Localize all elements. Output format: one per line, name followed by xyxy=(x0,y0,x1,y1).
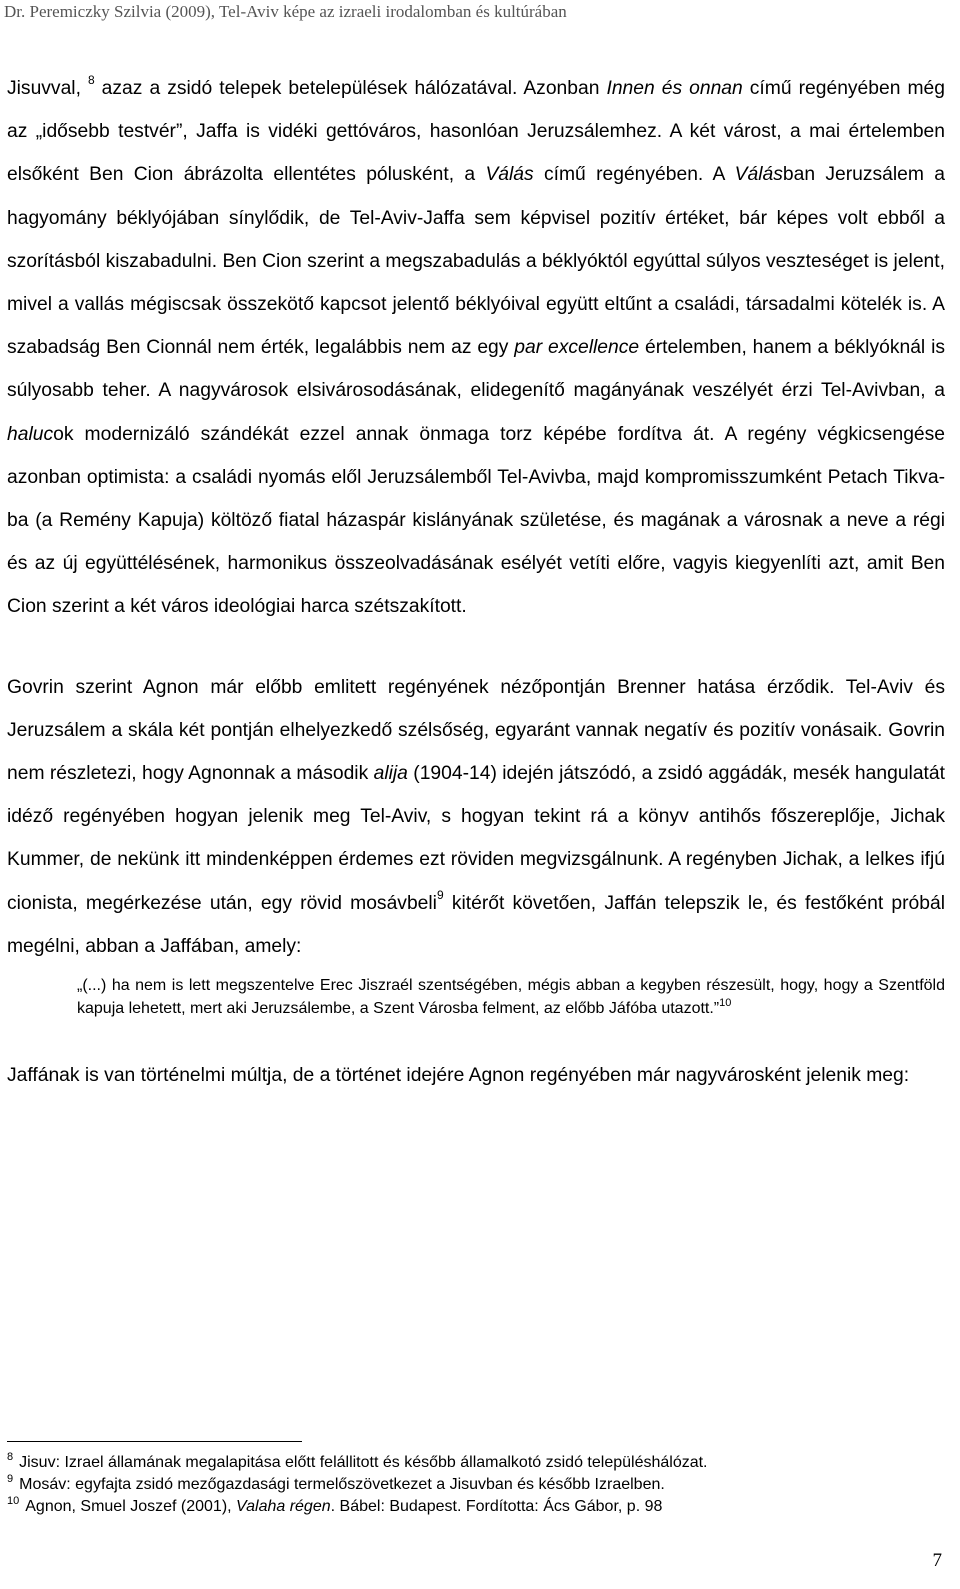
block-quote xyxy=(77,974,945,1020)
paragraph xyxy=(7,666,945,968)
page-number: 7 xyxy=(932,1550,942,1571)
footnotes xyxy=(7,1452,945,1518)
text-run: értelemben, hanem a béklyóknál is súlyosabb teher. A nagyvárosok elsivárosodásának, elidegenítő magányának veszélyét érzi Tel-Avivban, a xyxy=(7,337,945,402)
text-run: Jisuv: Izrael államának megalapitása előtt felállitott és később államalkotó zsidó településhálózat. xyxy=(19,1454,708,1471)
footnote-ref: 10 xyxy=(719,997,732,1010)
footnote-number: 8 xyxy=(7,1451,14,1463)
footnote xyxy=(7,1474,945,1496)
footnote-number: 9 xyxy=(7,1473,14,1485)
footnote-separator xyxy=(7,1441,302,1442)
text-run: című regényében. A xyxy=(533,164,735,186)
text-run: azaz a zsidó telepek betelepülések hálózatával. Azonban xyxy=(94,78,607,99)
text-run: (1904-14) idején játszódó, a zsidó aggádák, mesék hangulatát idéző regényében hogyan jelenik meg Tel-Aviv, s hogyan tekint rá a könyv antihős főszereplője, Jichak Kummer, de nekünk itt mindenképpen érdemes ezt röviden megvizsgálnunk. A regényben Jichak, a lelkes ifjú cionista, megérkezése után, egy rövid mosávbeli xyxy=(7,763,945,914)
emphasis-text: haluc xyxy=(7,423,54,445)
text-run: Jisuvval, xyxy=(7,78,88,99)
main-text xyxy=(7,67,945,1097)
text-run: Govrin szerint Agnon már előbb emlitett regényének nézőpontján Brenner hatása érződik. Tel-Aviv és Jeruzsálem a skála két pontján elhelyezkedő szélsőség, egyaránt vannak negatív és pozitív vonásaik. Govrin nem részletezi, hogy Agnonnak a második xyxy=(7,676,945,785)
text-run: Mosáv: egyfajta zsidó mezőgazdasági termelőszövetkezet a Jisuvban és később Izraelben. xyxy=(19,1476,665,1493)
footnote-text xyxy=(19,1454,707,1471)
footnote xyxy=(7,1496,945,1518)
footnote-number: 10 xyxy=(7,1495,20,1507)
text-run: című regényében még az „idősebb testvér”, Jaffa is vidéki gettóváros, hasonlóan Jeruzsálemhez. A két várost, a mai értelemben elsőként Ben Cion ábrázolta ellentétes pólusként, a xyxy=(7,78,945,186)
running-header: Dr. Peremiczky Szilvia (2009), Tel-Aviv képe az izraeli irodalomban és kultúrában xyxy=(4,2,567,21)
text-run: ok modernizáló szándékát ezzel annak önmaga torz képébe fordítva át. A regény végkicsengése azonban optimista: a családi nyomás elől Jeruzsálemből Tel-Avivba, majd kompromisszumként Petach Tikva-ba (a Remény Kapuja) költöző fiatal házaspár kislányának születése, és magának a városnak a neve a régi és az új együttélésének, harmonikus összeolvadásának esélyét vetíti előre, vagyis kiegyenlíti azt, amit Ben Cion szerint a két város ideológiai harca szétszakított. xyxy=(7,423,945,618)
footnote-text xyxy=(19,1476,665,1493)
emphasis-text: par excellence xyxy=(514,337,640,359)
paragraph xyxy=(7,1054,945,1097)
footnote xyxy=(7,1452,945,1474)
footnote-ref: 9 xyxy=(436,887,444,902)
text-run: kitérőt követően, Jaffán telepszik le, és festőként próbál megélni, abban a Jaffában, amely: xyxy=(7,892,945,957)
text-run: ban Jeruzsálem a hagyomány béklyójában sínylődik, de Tel-Aviv-Jaffa sem képvisel pozitív értéket, bár képes volt ebből a szorításból kiszabadulni. Ben Cion szerint a megszabadulás a béklyóktól egyúttal súlyos veszteséget is jelent, mivel a vallás mégiscsak összekötő kapcsot jelentő béklyóival együtt eltűnt a családi, társadalmi kötelék is. A szabadság Ben Cionnál nem érték, legalábbis nem az egy xyxy=(7,164,945,359)
emphasis-text: Innen és onnan xyxy=(606,78,743,99)
footnote-ref: 8 xyxy=(87,73,95,87)
text-run: „(...) ha nem is lett megszentelve Erec Jiszraél szentségében, mégis abban a kegyben részesült, hogy, hogy a Szentföld kapuja lehetett, mert aki Jeruzsálembe, a Szent Városba felment, az előbb Jáfóba utazott.” xyxy=(77,977,945,1018)
text-run: Jaffának is van történelmi múltja, de a történet idejére Agnon regényében már nagyvárosként jelenik meg: xyxy=(7,1065,910,1087)
footnote-text xyxy=(25,1498,662,1515)
emphasis-text: Válás xyxy=(485,164,534,186)
emphasis-text: Valaha régen xyxy=(236,1498,331,1515)
text-run: . Bábel: Budapest. Fordította: Ács Gábor, p. 98 xyxy=(330,1498,663,1515)
text-run: Agnon, Smuel Joszef (2001), xyxy=(25,1498,237,1515)
paragraph xyxy=(7,67,945,629)
emphasis-text: alija xyxy=(373,763,408,785)
emphasis-text: Válás xyxy=(734,164,783,186)
